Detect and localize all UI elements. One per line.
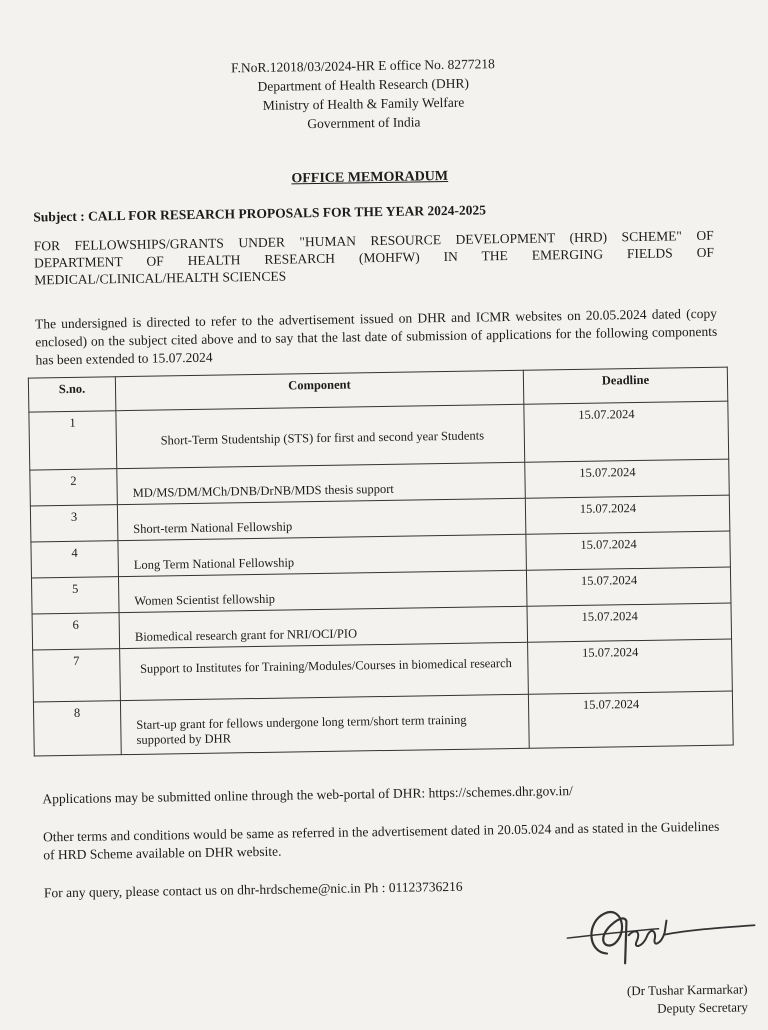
- row-component-cell: [120, 642, 529, 700]
- memo-title: OFFICE MEMORADUM: [291, 168, 449, 187]
- header-component: Component: [115, 370, 523, 410]
- header-deadline: Deadline: [523, 367, 728, 404]
- row-sno: 3: [30, 505, 118, 542]
- row-sno: 4: [31, 541, 119, 578]
- handwritten-signature: [566, 889, 757, 982]
- terms-paragraph: Other terms and conditions would be same as referred in the advertisement dated in 20.05.024 and as stated in the Guidelines of HRD Scheme available on DHR website.: [42, 818, 720, 863]
- government-name: Government of India: [307, 114, 421, 132]
- row-deadline: 15.07.2024: [527, 603, 732, 642]
- row-sno: 8: [33, 701, 121, 756]
- row-component: Biomedical research grant for NRI/OCI/PIO: [134, 626, 358, 644]
- header-sno: S.no.: [28, 377, 116, 412]
- row-sno: 1: [29, 411, 117, 470]
- components-table: [28, 367, 734, 757]
- signatory-block: [567, 980, 748, 1019]
- table-row: [33, 691, 733, 756]
- query-paragraph: For any query, please contact us on dhr-hrdscheme@nic.in Ph : 01123736216: [43, 878, 463, 901]
- row-sno: 2: [30, 469, 118, 506]
- file-number: F.NoR.12018/03/2024-HR E office No. 8277218: [230, 56, 495, 76]
- intro-paragraph: The undersigned is directed to refer to the advertisement issued on DHR and ICMR websites on 20.05.2024 dated (copy enclosed) on the subject cited above and to say that the last date of submission of applications for the following components has been extended to 15.07.2024: [34, 305, 718, 368]
- ministry-name: Ministry of Health & Family Welfare: [262, 94, 465, 113]
- row-component: Short-term National Fellowship: [133, 519, 293, 536]
- row-component: MD/MS/DM/MCh/DNB/DrNB/MDS thesis support: [132, 481, 394, 500]
- row-deadline: 15.07.2024: [525, 495, 730, 534]
- row-deadline: 15.07.2024: [528, 639, 733, 694]
- row-sno: 7: [33, 649, 121, 702]
- apply-paragraph: Applications may be submitted online through the web-portal of DHR: https://schemes.dhr.gov.in/: [42, 783, 573, 807]
- subject-line: Subject : CALL FOR RESEARCH PROPOSALS FOR THE YEAR 2024-2025: [33, 202, 487, 225]
- row-deadline: 15.07.2024: [526, 531, 731, 570]
- row-sno: 5: [31, 577, 119, 614]
- letterhead: [0, 50, 734, 138]
- signatory-name: (Dr Tushar Karmarkar): [626, 981, 748, 999]
- department-name: Department of Health Research (DHR): [257, 75, 470, 94]
- signatory-designation: Deputy Secretary: [657, 999, 748, 1016]
- table-row: [29, 401, 729, 470]
- row-deadline: 15.07.2024: [524, 401, 729, 462]
- row-component-cell: [116, 404, 525, 468]
- row-deadline: 15.07.2024: [526, 567, 731, 606]
- row-component: Long Term National Fellowship: [133, 555, 295, 572]
- row-deadline: 15.07.2024: [528, 691, 733, 748]
- subject-detail: FOR FELLOWSHIPS/GRANTS UNDER "HUMAN RESOURCE DEVELOPMENT (HRD) SCHEME" OF DEPARTMENT OF HEALTH RESEARCH (MOHFW) IN THE EMERGING FIELDS OF MEDICAL/CLINICAL/HEALTH SCIENCES: [33, 227, 715, 288]
- row-component: Women Scientist fellowship: [134, 591, 276, 608]
- row-component: Support to Institutes for Training/Modules/Courses in biomedical research: [139, 656, 512, 676]
- row-component: Short-Term Studentship (STS) for first and second year Students: [160, 428, 485, 448]
- row-deadline: 15.07.2024: [525, 459, 730, 498]
- row-component: Start-up grant for fellows undergone long term/short term training supported by DHR: [136, 712, 467, 747]
- row-sno: 6: [32, 613, 120, 650]
- row-component-cell: [120, 694, 529, 754]
